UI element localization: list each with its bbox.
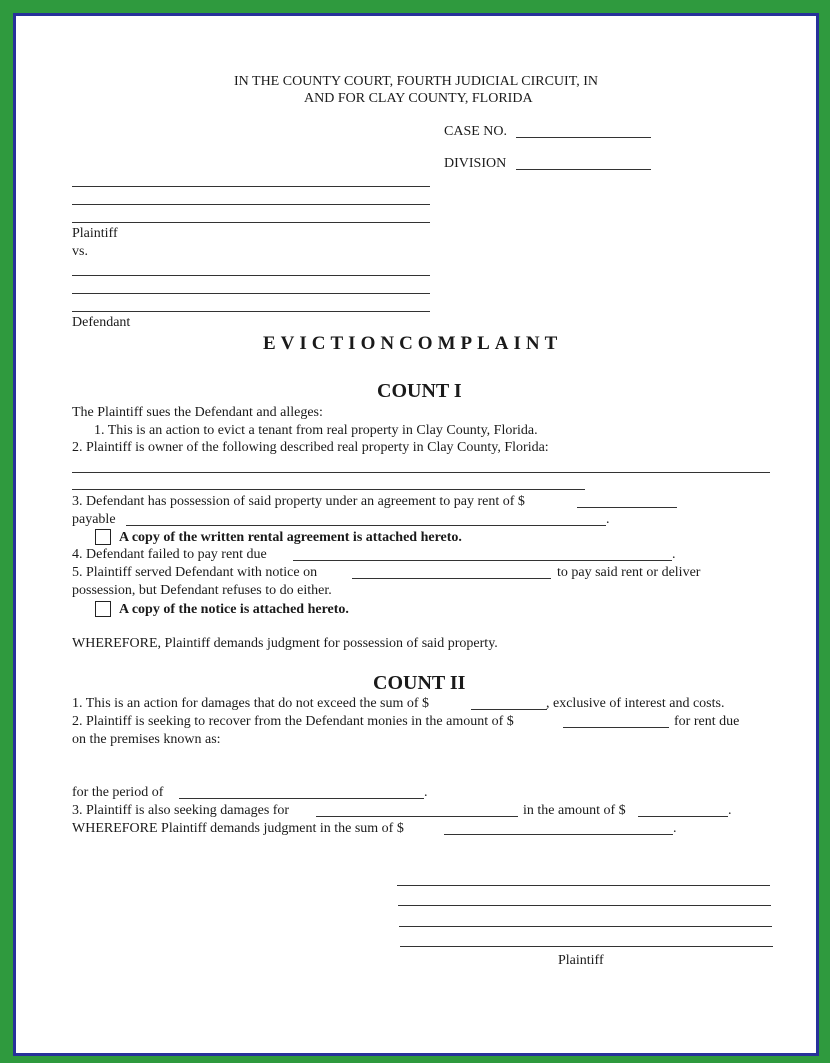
rental-agreement-checkbox[interactable]: [95, 529, 111, 545]
division-field[interactable]: [516, 169, 651, 170]
count-2-item-1b: , exclusive of interest and costs.: [546, 696, 725, 711]
rent-due-field[interactable]: [293, 560, 672, 561]
signature-line-2[interactable]: [398, 905, 771, 906]
defendant-label: Defendant: [72, 315, 131, 330]
payable-field[interactable]: [126, 525, 606, 526]
court-header-line2: AND FOR CLAY COUNTY, FLORIDA: [304, 91, 533, 106]
rent-monies-field[interactable]: [563, 727, 669, 728]
plaintiff-name-line-1[interactable]: [72, 186, 430, 187]
count-1-item-4: 4. Defendant failed to pay rent due: [72, 547, 267, 562]
count-1-item-5c: possession, but Defendant refuses to do either.: [72, 583, 332, 598]
property-description-line-1[interactable]: [72, 472, 770, 473]
notice-attached-checkbox[interactable]: [95, 601, 111, 617]
property-description-line-2[interactable]: [72, 489, 585, 490]
damages-for-field[interactable]: [316, 816, 518, 817]
period-dot: .: [424, 785, 428, 800]
damages-limit-field[interactable]: [471, 709, 547, 710]
judgment-sum-field[interactable]: [444, 834, 673, 835]
damages-amount-dot: .: [728, 803, 732, 818]
plaintiff-label: Plaintiff: [72, 226, 118, 241]
count-2-item-2b: for rent due: [674, 714, 740, 729]
count-1-item-2: 2. Plaintiff is owner of the following described real property in Clay County, Florida:: [72, 440, 549, 455]
defendant-name-line-2[interactable]: [72, 293, 430, 294]
plaintiff-name-line-3[interactable]: [72, 222, 430, 223]
defendant-name-line-3[interactable]: [72, 311, 430, 312]
count-1-intro: The Plaintiff sues the Defendant and alleges:: [72, 405, 323, 420]
count-2-item-2a: 2. Plaintiff is seeking to recover from the Defendant monies in the amount of $: [72, 714, 514, 729]
rent-amount-field[interactable]: [577, 507, 677, 508]
period-field[interactable]: [179, 798, 424, 799]
plaintiff-name-line-2[interactable]: [72, 204, 430, 205]
payable-label: payable: [72, 512, 116, 527]
vs-label: vs.: [72, 244, 88, 259]
eviction-complaint-page: [13, 13, 819, 1056]
count-2-item-1a: 1. This is an action for damages that do not exceed the sum of $: [72, 696, 430, 711]
signature-line-4[interactable]: [400, 946, 773, 947]
count-1-item-5a: 5. Plaintiff served Defendant with notice on: [72, 565, 318, 580]
count-2-item-3a: 3. Plaintiff is also seeking damages for: [72, 803, 290, 818]
notice-attached-check-label: A copy of the notice is attached hereto.: [119, 602, 349, 617]
notice-date-field[interactable]: [352, 578, 551, 579]
count-2-heading: COUNT II: [373, 672, 466, 694]
count-2-item-2c: on the premises known as:: [72, 732, 221, 747]
count-1-item-5b: to pay said rent or deliver: [557, 565, 701, 580]
document-title: EVICTIONCOMPLAINT: [263, 333, 563, 354]
case-no-label: CASE NO.: [444, 124, 508, 139]
signature-plaintiff-label: Plaintiff: [558, 953, 604, 968]
count-1-heading: COUNT I: [377, 380, 462, 402]
payable-period: .: [606, 512, 610, 527]
court-header-line1: IN THE COUNTY COURT, FOURTH JUDICIAL CIRCUIT, IN: [234, 74, 598, 89]
defendant-name-line-1[interactable]: [72, 275, 430, 276]
count-2-item-3b: in the amount of $: [523, 803, 626, 818]
count-2-wherefore: WHEREFORE Plaintiff demands judgment in the sum of $: [72, 821, 404, 836]
count-1-item-3: 3. Defendant has possession of said property under an agreement to pay rent of $: [72, 494, 525, 509]
signature-line-1[interactable]: [397, 885, 770, 886]
count-1-item-1: 1. This is an action to evict a tenant from real property in Clay County, Florida.: [94, 423, 538, 438]
count-1-wherefore: WHEREFORE, Plaintiff demands judgment for possession of said property.: [72, 636, 498, 651]
damages-amount-field[interactable]: [638, 816, 728, 817]
signature-line-3[interactable]: [399, 926, 772, 927]
period-label: for the period of: [72, 785, 164, 800]
case-no-field[interactable]: [516, 137, 651, 138]
judgment-sum-dot: .: [673, 821, 677, 836]
rental-agreement-check-label: A copy of the written rental agreement is attached hereto.: [119, 530, 462, 545]
division-label: DIVISION: [444, 156, 507, 171]
rent-due-period: .: [672, 547, 676, 562]
